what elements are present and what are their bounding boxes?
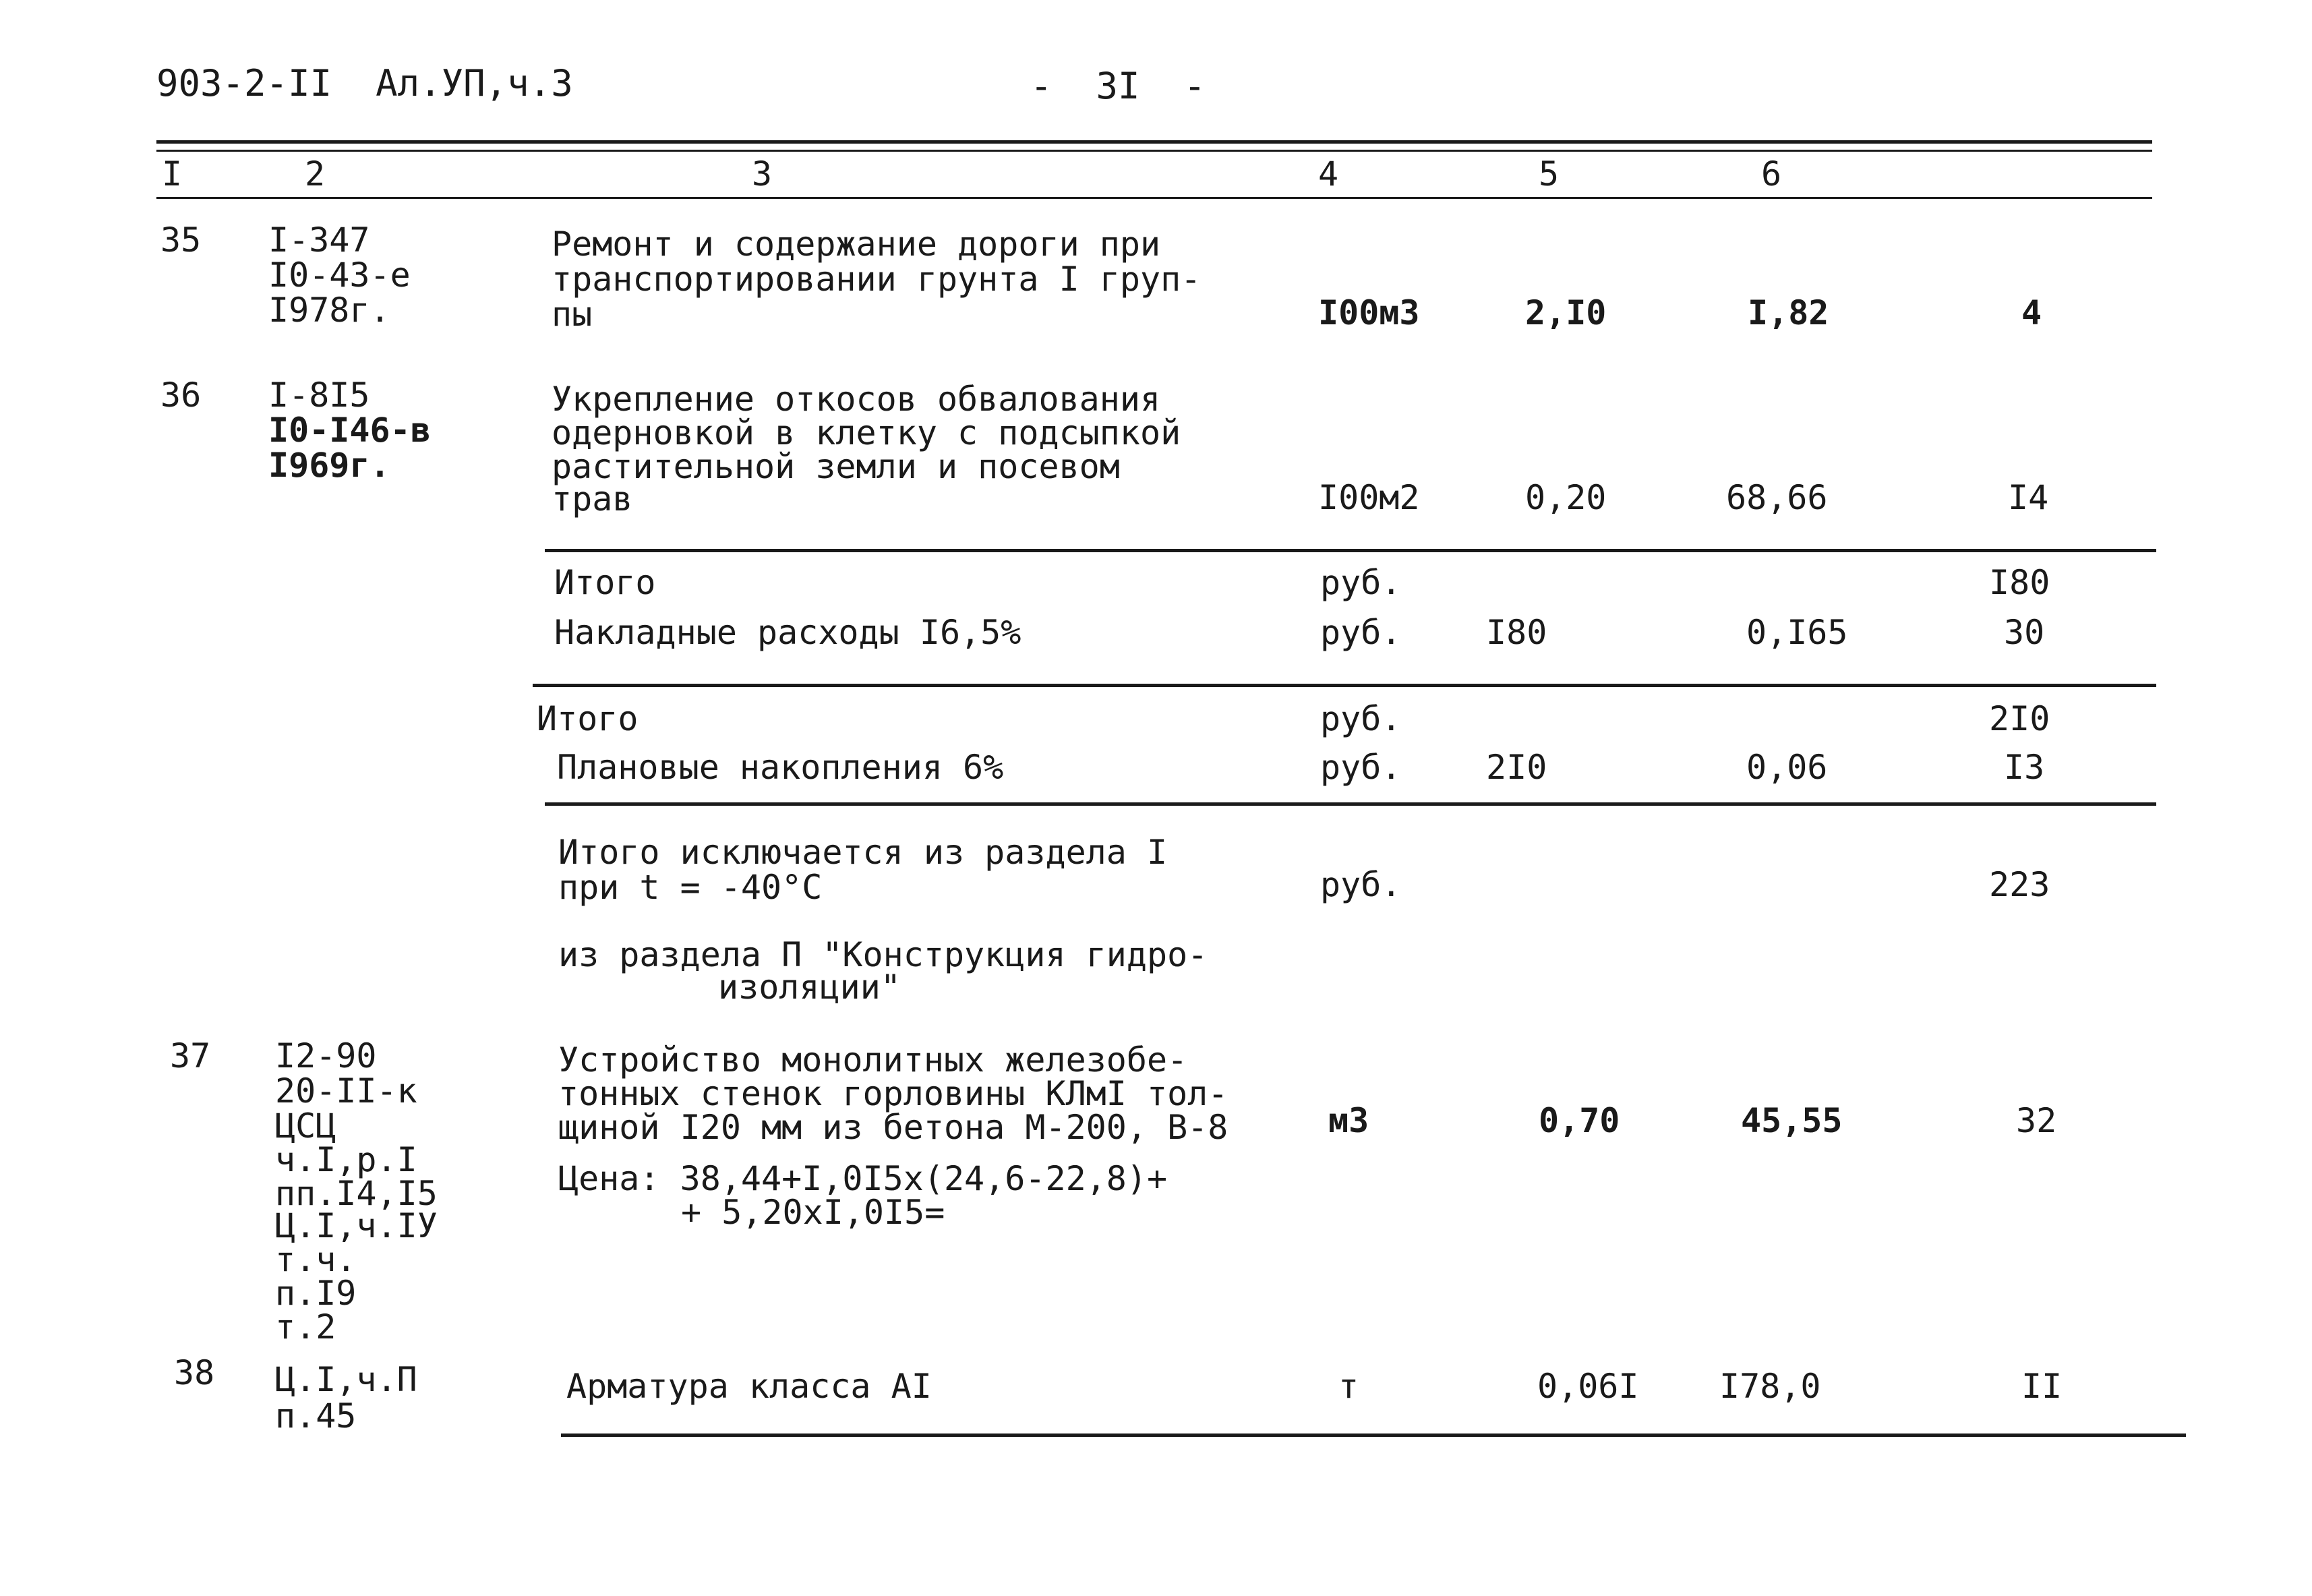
summary-total-unit: руб.: [1320, 699, 1402, 738]
row-code: ч.I,р.I: [275, 1140, 417, 1179]
section-heading: изоляции": [718, 968, 901, 1007]
summary-total-unit: руб.: [1320, 563, 1402, 602]
row-description: трав: [552, 479, 633, 519]
row-quantity: 2,I0: [1525, 293, 1607, 332]
row-description: Арматура класса АI: [566, 1367, 932, 1406]
overhead-base: I80: [1486, 613, 1547, 652]
summary-rule-3: [545, 802, 2156, 806]
row-code: I969г.: [268, 446, 390, 485]
row-price: 45,55: [1741, 1101, 1843, 1140]
row-unit: I00м3: [1318, 293, 1420, 332]
row-price: 68,66: [1726, 478, 1828, 517]
planned-savings-unit: руб.: [1320, 748, 1402, 787]
overhead-value: 30: [2004, 613, 2045, 652]
row-code: I0-43-е: [268, 256, 411, 295]
row-description: Устройство монолитных железобе-: [558, 1040, 1188, 1080]
table-top-rule-1: [156, 140, 2152, 144]
row-description: Ремонт и содержание дороги при: [552, 225, 1161, 264]
row-code: I-8I5: [268, 376, 370, 415]
row-number: 37: [170, 1036, 211, 1075]
summary-total-value: 2I0: [1989, 699, 2050, 738]
row-code: т.2: [275, 1307, 336, 1347]
summary-total-value: I80: [1989, 563, 2050, 602]
row-code: ЦСЦ: [275, 1106, 336, 1146]
row-total: 4: [2021, 293, 2042, 332]
row-quantity: 0,70: [1539, 1101, 1620, 1140]
table-bottom-rule: [561, 1434, 2186, 1437]
row-unit: м3: [1328, 1101, 1369, 1140]
summary-total-label: Итого: [537, 699, 639, 738]
row-total: II: [2021, 1367, 2063, 1406]
planned-savings-value: I3: [2004, 748, 2045, 787]
row-code: Ц.I,ч.П: [275, 1360, 417, 1399]
column-header: I: [162, 154, 183, 194]
row-code: пп.I4,I5: [275, 1174, 438, 1213]
row-description: одерновкой в клетку с подсыпкой: [552, 413, 1181, 452]
row-description: пы: [552, 295, 593, 334]
planned-savings-rate: 0,06: [1746, 748, 1828, 787]
row-total: 32: [2016, 1101, 2057, 1140]
excluded-value: 223: [1989, 865, 2050, 904]
summary-rule-2: [533, 684, 2156, 687]
column-header: 3: [752, 154, 773, 194]
row-code: I-347: [268, 220, 370, 260]
summary-total-label: Итого: [554, 563, 656, 602]
row-price: I,82: [1748, 293, 1829, 332]
row-code: I0-I46-в: [268, 411, 431, 450]
row-total: I4: [2008, 478, 2049, 517]
row-code: 20-II-к: [275, 1071, 417, 1111]
row-code: п.I9: [275, 1274, 357, 1313]
row-number: 38: [174, 1353, 215, 1392]
overhead-unit: руб.: [1320, 613, 1402, 652]
row-unit: I00м2: [1318, 478, 1420, 517]
column-header: 4: [1318, 154, 1339, 194]
row-code: I2-90: [275, 1036, 377, 1075]
row-code: Ц.I,ч.IУ: [275, 1206, 438, 1245]
row-code: т.ч.: [275, 1240, 357, 1279]
header-bottom-rule: [156, 197, 2152, 199]
section-heading: из раздела П "Конструкция гидро-: [558, 935, 1208, 974]
row-number: 35: [160, 220, 202, 260]
column-header: 2: [305, 154, 326, 194]
table-top-rule-2: [156, 150, 2152, 152]
excluded-line: при t = -40°С: [558, 868, 823, 907]
row-number: 36: [160, 376, 202, 415]
row-description: щиной I20 мм из бетона М-200, В-8: [558, 1108, 1228, 1147]
row-quantity: 0,20: [1525, 478, 1607, 517]
price-formula: Цена: 38,44+I,0I5х(24,6-22,8)+: [558, 1159, 1168, 1198]
row-description: тонных стенок горловины КЛмI тол-: [558, 1074, 1228, 1113]
column-header: 6: [1761, 154, 1782, 194]
row-unit: т: [1338, 1367, 1359, 1406]
row-description: транспортировании грунта I груп-: [552, 260, 1202, 299]
row-quantity: 0,06I: [1537, 1367, 1639, 1406]
document-code: 903-2-II Ал.УП,ч.3: [156, 62, 573, 105]
row-code: I978г.: [268, 291, 390, 330]
price-formula: + 5,20хI,0I5=: [681, 1193, 945, 1232]
summary-rule-1: [545, 549, 2156, 552]
row-code: п.45: [275, 1396, 357, 1436]
overhead-rate: 0,I65: [1746, 613, 1848, 652]
row-price: I78,0: [1719, 1367, 1821, 1406]
column-header: 5: [1539, 154, 1560, 194]
overhead-label: Накладные расходы I6,5%: [554, 613, 1021, 652]
planned-savings-base: 2I0: [1486, 748, 1547, 787]
page-number: - 3I -: [1030, 65, 1206, 107]
planned-savings-label: Плановые накопления 6%: [557, 748, 1004, 787]
excluded-unit: руб.: [1320, 865, 1402, 904]
excluded-line: Итого исключается из раздела I: [558, 833, 1168, 872]
row-description: Укрепление откосов обвалования: [552, 380, 1161, 419]
row-description: растительной земли и посевом: [552, 447, 1120, 486]
